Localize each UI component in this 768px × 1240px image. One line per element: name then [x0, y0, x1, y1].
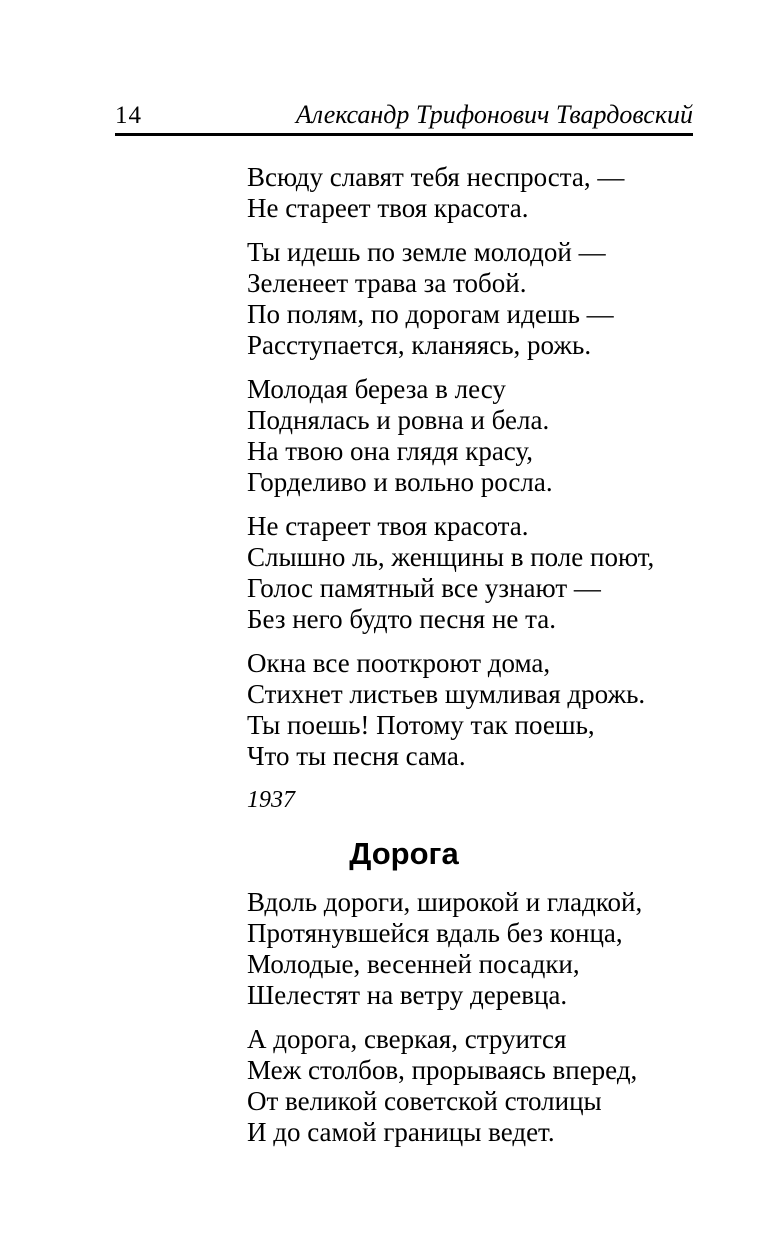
poem-line: Ты идешь по земле молодой —	[247, 237, 606, 267]
poem-title: Дорога	[349, 836, 459, 871]
poem-year: 1937	[247, 787, 295, 813]
poem-line: Голос памятный все узнают —	[247, 573, 601, 603]
stanza	[247, 162, 693, 224]
page-number: 14	[115, 102, 142, 129]
poem-line: Расступается, кланяясь, рожь.	[247, 330, 592, 360]
poem-line: На твою она глядя красу,	[247, 436, 533, 466]
poem-line: Зеленеет трава за тобой.	[247, 268, 527, 298]
poem-line: И до самой границы ведет.	[247, 1117, 555, 1147]
poem-line: Молодая береза в лесу	[247, 374, 506, 404]
poem-line: Стихнет листьев шумливая дрожь.	[247, 679, 646, 709]
poem-line: Вдоль дороги, широкой и гладкой,	[247, 887, 643, 917]
poem-line: Молодые, весенней посадки,	[247, 949, 580, 979]
poem-line: Всюду славят тебя неспроста, —	[247, 162, 625, 192]
poem-line: Не стареет твоя красота.	[247, 511, 529, 541]
poem-line: Слышно ль, женщины в поле поют,	[247, 542, 655, 572]
stanza	[247, 374, 693, 498]
poem-line: Шелестят на ветру деревца.	[247, 980, 568, 1010]
untitled-poem-continuation	[247, 162, 693, 772]
poem-line: Ты поешь! Потому так поешь,	[247, 710, 595, 740]
page-body	[115, 137, 693, 1161]
poem-line: Что ты песня сама.	[247, 741, 466, 771]
stanza	[247, 1024, 693, 1148]
poem-line: Меж столбов, прорываясь вперед,	[247, 1055, 638, 1085]
running-title-author: Александр Трифонович Твардовский	[295, 100, 693, 129]
poem-line: По полям, по дорогам идешь —	[247, 299, 614, 329]
poem-line: От великой советской столицы	[247, 1086, 602, 1116]
poem-line: Протянувшейся вдаль без конца,	[247, 918, 623, 948]
stanza	[247, 511, 693, 635]
stanza	[247, 648, 693, 772]
doroga-poem	[247, 887, 693, 1148]
running-header	[115, 102, 693, 136]
poem-line: Горделиво и вольно росла.	[247, 467, 553, 497]
poem-line: Без него будто песня не та.	[247, 604, 557, 634]
poem-line: Не стареет твоя красота.	[247, 193, 529, 223]
stanza	[247, 237, 693, 361]
poem-line: А дорога, сверкая, струится	[247, 1024, 567, 1054]
poem-line: Окна все пооткроют дома,	[247, 648, 551, 678]
stanza	[247, 887, 693, 1011]
poem-line: Поднялась и ровна и бела.	[247, 405, 550, 435]
